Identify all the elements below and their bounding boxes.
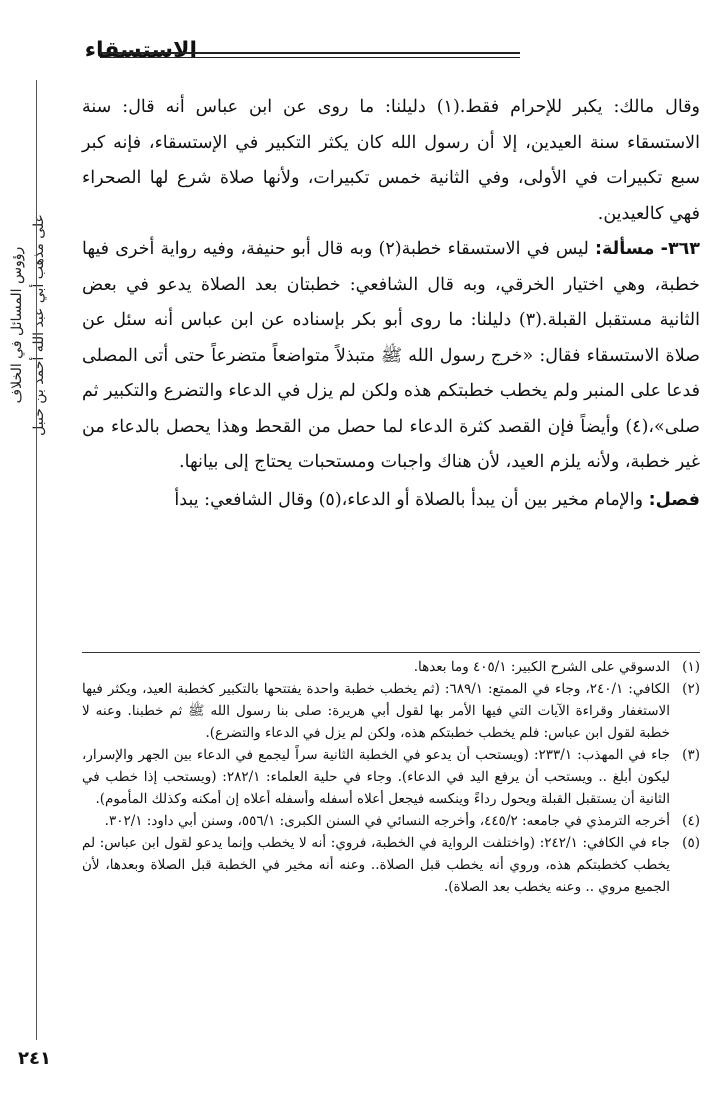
footnote-text: أخرجه الترمذي في جامعه: ٤٤٥/٢، وأخرجه النسائي في السنن الكبرى: ٥٥٦/١، وسنن أبي داود: ٣٠٢/١. (104, 813, 670, 829)
paragraph-1: وقال مالك: يكبر للإحرام فقط.(١) دليلنا: ما روى عن ابن عباس أنه قال: سنة الاستسقاء سنة العيدين، إلا أن رسول الله كان يكثر التكبير في الإستسقاء، فإنه كبر سبع تكبيرات في الأولى، وفي الثانية خمس تكبيرات، ولأنها صلاة شرع لها الصحراء فهي كالعيدين. (82, 97, 701, 224)
side-rule (36, 80, 37, 1040)
running-side-title (6, 200, 52, 450)
footnote-number: (٤) (682, 813, 700, 829)
footnote (82, 656, 700, 678)
side-title-line-2: على مذهب أبي عبد الله أحمد بن حنبل (31, 214, 47, 436)
footnote-number: (٣) (682, 747, 700, 763)
header-rule (100, 52, 520, 58)
footnote-number: (١) (682, 659, 700, 675)
body-text (82, 90, 700, 518)
issue-number: ٣٦٣- (660, 239, 700, 259)
chapter-title: الاستسقاء (84, 38, 197, 63)
paragraph-issue (82, 232, 700, 481)
side-title-line-1: رؤوس المسائل في الخلاف (9, 246, 25, 404)
fasl-text: والإمام مخير بين أن يبدأ بالصلاة أو الدعاء،(٥) وقال الشافعي: يبدأ (174, 489, 644, 510)
issue-text: ليس في الاستسقاء خطبة(٢) وبه قال أبو حنيفة، وفيه رواية أخرى فيها خطبة، وهي اختيار الخرقي، وبه قال الشافعي: خطبتان بعد الصلاة يدعو في بعض الثانية مستقبل القبلة.(٣) دليلنا: ما روى أبو بكر بإسناده عن ابن عباس أنه سئل عن صلاة الاستسقاء فقال: «خرج رسول الله ﷺ متبذلاً متواضعاً متضرعاً حتى أتى المصلى فدعا على المنبر ولم يخطب خطبتكم هذه ولكن لم يزل في الدعاء والتضرع والتكبير ثم صلى»،(٤) وأيضاً فإن القصد كثرة الدعاء لما حصل من القحط وهذا يحصل بالدعاء من غير خطبة، ولأنه يلزم العيد، لأن هناك واجبات ومستحبات يحتاج إلى بيانها. (82, 239, 701, 472)
footnotes (82, 656, 700, 898)
footnote-text: جاء في الكافي: ٢٤٢/١: (واختلفت الرواية في الخطبة، فروي: أنه لا يخطب وإنما يدعو لقول ابن عباس: لم يخطب كخطبتكم هذه، وروي أنه يخطب قبل الصلاة.. وعنه أنه مخير في الخطبة قبل الصلاة وبعدها، لأن الجميع مروي .. وعنه يخطب بعد الصلاة). (82, 835, 670, 895)
footnote (82, 810, 700, 832)
footnote (82, 744, 700, 810)
footnote-text: جاء في المهذب: ٢٣٣/١: (ويستحب أن يدعو في الخطبة الثانية سراً ليجمع في الدعاء بين الجهر والإسرار، ليكون أبلغ .. ويستحب أن يرفع اليد في الدعاء). وجاء في حلية العلماء: ٢٨٢/١: (ويستحب إذا خطب في الثانية أن يستقبل القبلة ويحول رداءً وينكسه فيجعل أعلاه أسفله وأسفله أعلاه إن أمكنه وكذلك المأموم). (82, 747, 670, 807)
footnote-number: (٥) (682, 835, 700, 851)
footnote-separator (82, 652, 700, 653)
footnote (82, 832, 700, 898)
footnote-text: الدسوقي على الشرح الكبير: ٤٠٥/١ وما بعدها. (413, 659, 670, 675)
fasl-label: فصل: (648, 489, 700, 510)
page-number: ٢٤١ (18, 1048, 51, 1069)
footnote-text: الكافي: ٢٤٠/١، وجاء في الممتع: ٦٨٩/١: (ثم يخطب خطبة واحدة يفتتحها بالتكبير كخطبة العيد، ويكثر فيها الاستغفار وقراءة الآيات التي فيها الأمر بها لقول أبي هريرة: صلى بنا رسول الله ﷺ ثم خطبنا. وعنه لا خطبة لقول ابن عباس: فلم يخطب خطبتكم هذه، ولكن لم يزل في الدعاء والتضرع). (82, 681, 670, 741)
footnote (82, 678, 700, 744)
issue-label: مسألة: (595, 239, 655, 259)
paragraph-fasl (82, 483, 700, 519)
footnote-number: (٢) (682, 681, 700, 697)
